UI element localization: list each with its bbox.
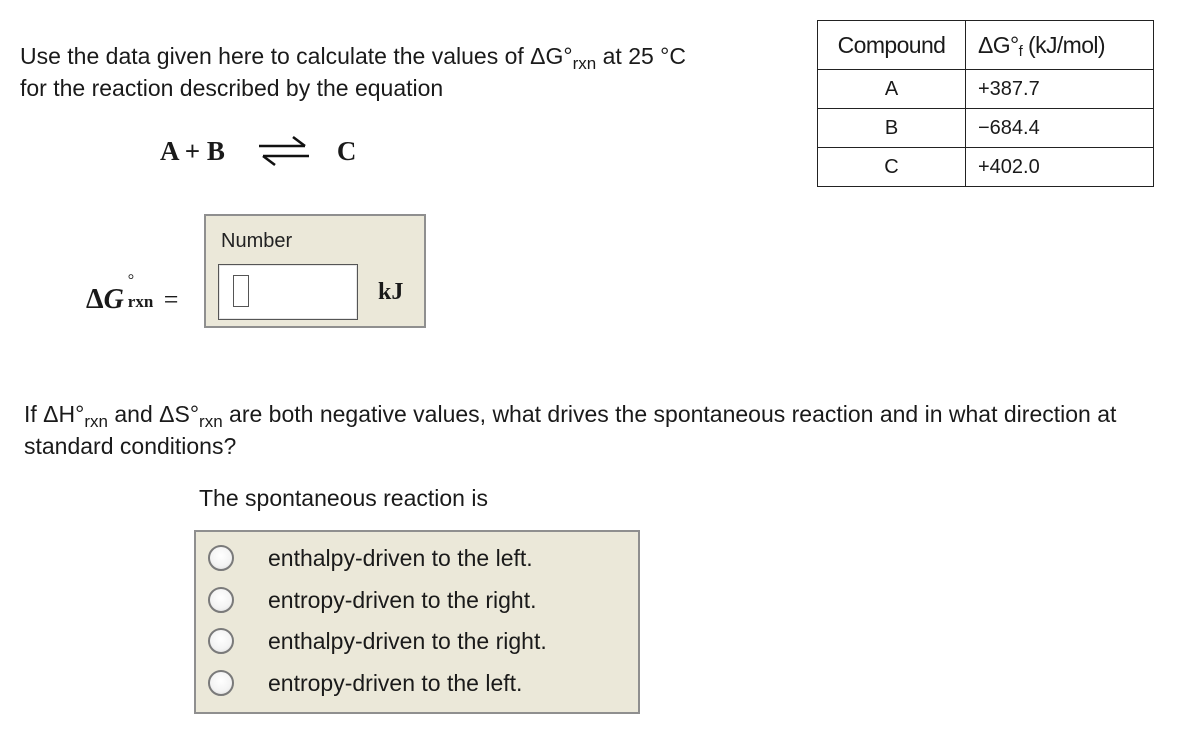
option-enthalpy-left[interactable]: [208, 541, 533, 575]
header-delta-gf-units: (kJ/mol): [1022, 31, 1105, 58]
option-entropy-right[interactable]: [208, 583, 536, 617]
radio-button[interactable]: [208, 545, 234, 571]
intro-line2-text: for the reaction described by the equation: [20, 75, 444, 101]
table-row: [818, 70, 1154, 109]
input-cursor: [233, 275, 249, 307]
delta-g-rxn-label: [86, 272, 179, 316]
delta-g-number-input[interactable]: [218, 264, 358, 320]
answer-prompt: The spontaneous reaction is: [199, 485, 488, 511]
compound-cell: C: [818, 148, 966, 187]
degree-symbol: °: [127, 272, 135, 289]
option-enthalpy-right[interactable]: [208, 624, 547, 658]
formation-energy-table: [817, 20, 1154, 187]
option-label: enthalpy-driven to the right.: [268, 627, 547, 654]
options-panel: [194, 530, 640, 714]
radio-button[interactable]: [208, 587, 234, 613]
intro-line1-suffix: at 25 °C: [596, 43, 686, 69]
equilibrium-arrows-icon: [255, 135, 313, 167]
option-label: entropy-driven to the left.: [268, 669, 523, 696]
value-cell: +402.0: [966, 148, 1154, 187]
header-compound: Compound: [818, 21, 966, 70]
question-part2: and ΔS°: [107, 401, 200, 427]
header-delta-gf: [966, 21, 1154, 70]
equals-sign: =: [163, 285, 179, 314]
equation-product: C: [336, 135, 357, 166]
value-cell: +387.7: [966, 70, 1154, 109]
question-text: [24, 398, 1124, 462]
intro-line1-subscript: rxn: [572, 54, 597, 73]
table-header-row: [818, 21, 1154, 70]
intro-line1-text: Use the data given here to calculate the values of ΔG°: [20, 43, 573, 69]
answer-panel: [204, 214, 426, 328]
question-sub1: rxn: [84, 412, 108, 431]
g-symbol: G: [103, 284, 124, 315]
table-row: [818, 148, 1154, 187]
header-delta-gf-subscript: f: [1018, 42, 1023, 60]
question-sub2: rxn: [199, 412, 223, 431]
header-delta-gf-text: ΔG°: [978, 31, 1019, 58]
option-entropy-left[interactable]: [208, 666, 522, 700]
radio-button[interactable]: [208, 628, 234, 654]
table-row: [818, 109, 1154, 148]
reaction-equation: [160, 135, 356, 167]
value-cell: −684.4: [966, 109, 1154, 148]
compound-cell: B: [818, 109, 966, 148]
question-part3: are both negative values, what drives the spontaneous reaction and in what direction at standard conditions?: [24, 401, 1117, 459]
equation-reactants: A + B: [160, 135, 225, 166]
delta-symbol: Δ: [86, 284, 104, 315]
question-part1: If ΔH°: [24, 401, 85, 427]
intro-text: [20, 40, 780, 104]
option-label: enthalpy-driven to the left.: [268, 544, 533, 571]
unit-label: kJ: [378, 279, 404, 305]
option-label: entropy-driven to the right.: [268, 586, 537, 613]
rxn-subscript: rxn: [127, 292, 154, 311]
compound-cell: A: [818, 70, 966, 109]
radio-button[interactable]: [208, 670, 234, 696]
number-label: Number: [221, 230, 293, 252]
